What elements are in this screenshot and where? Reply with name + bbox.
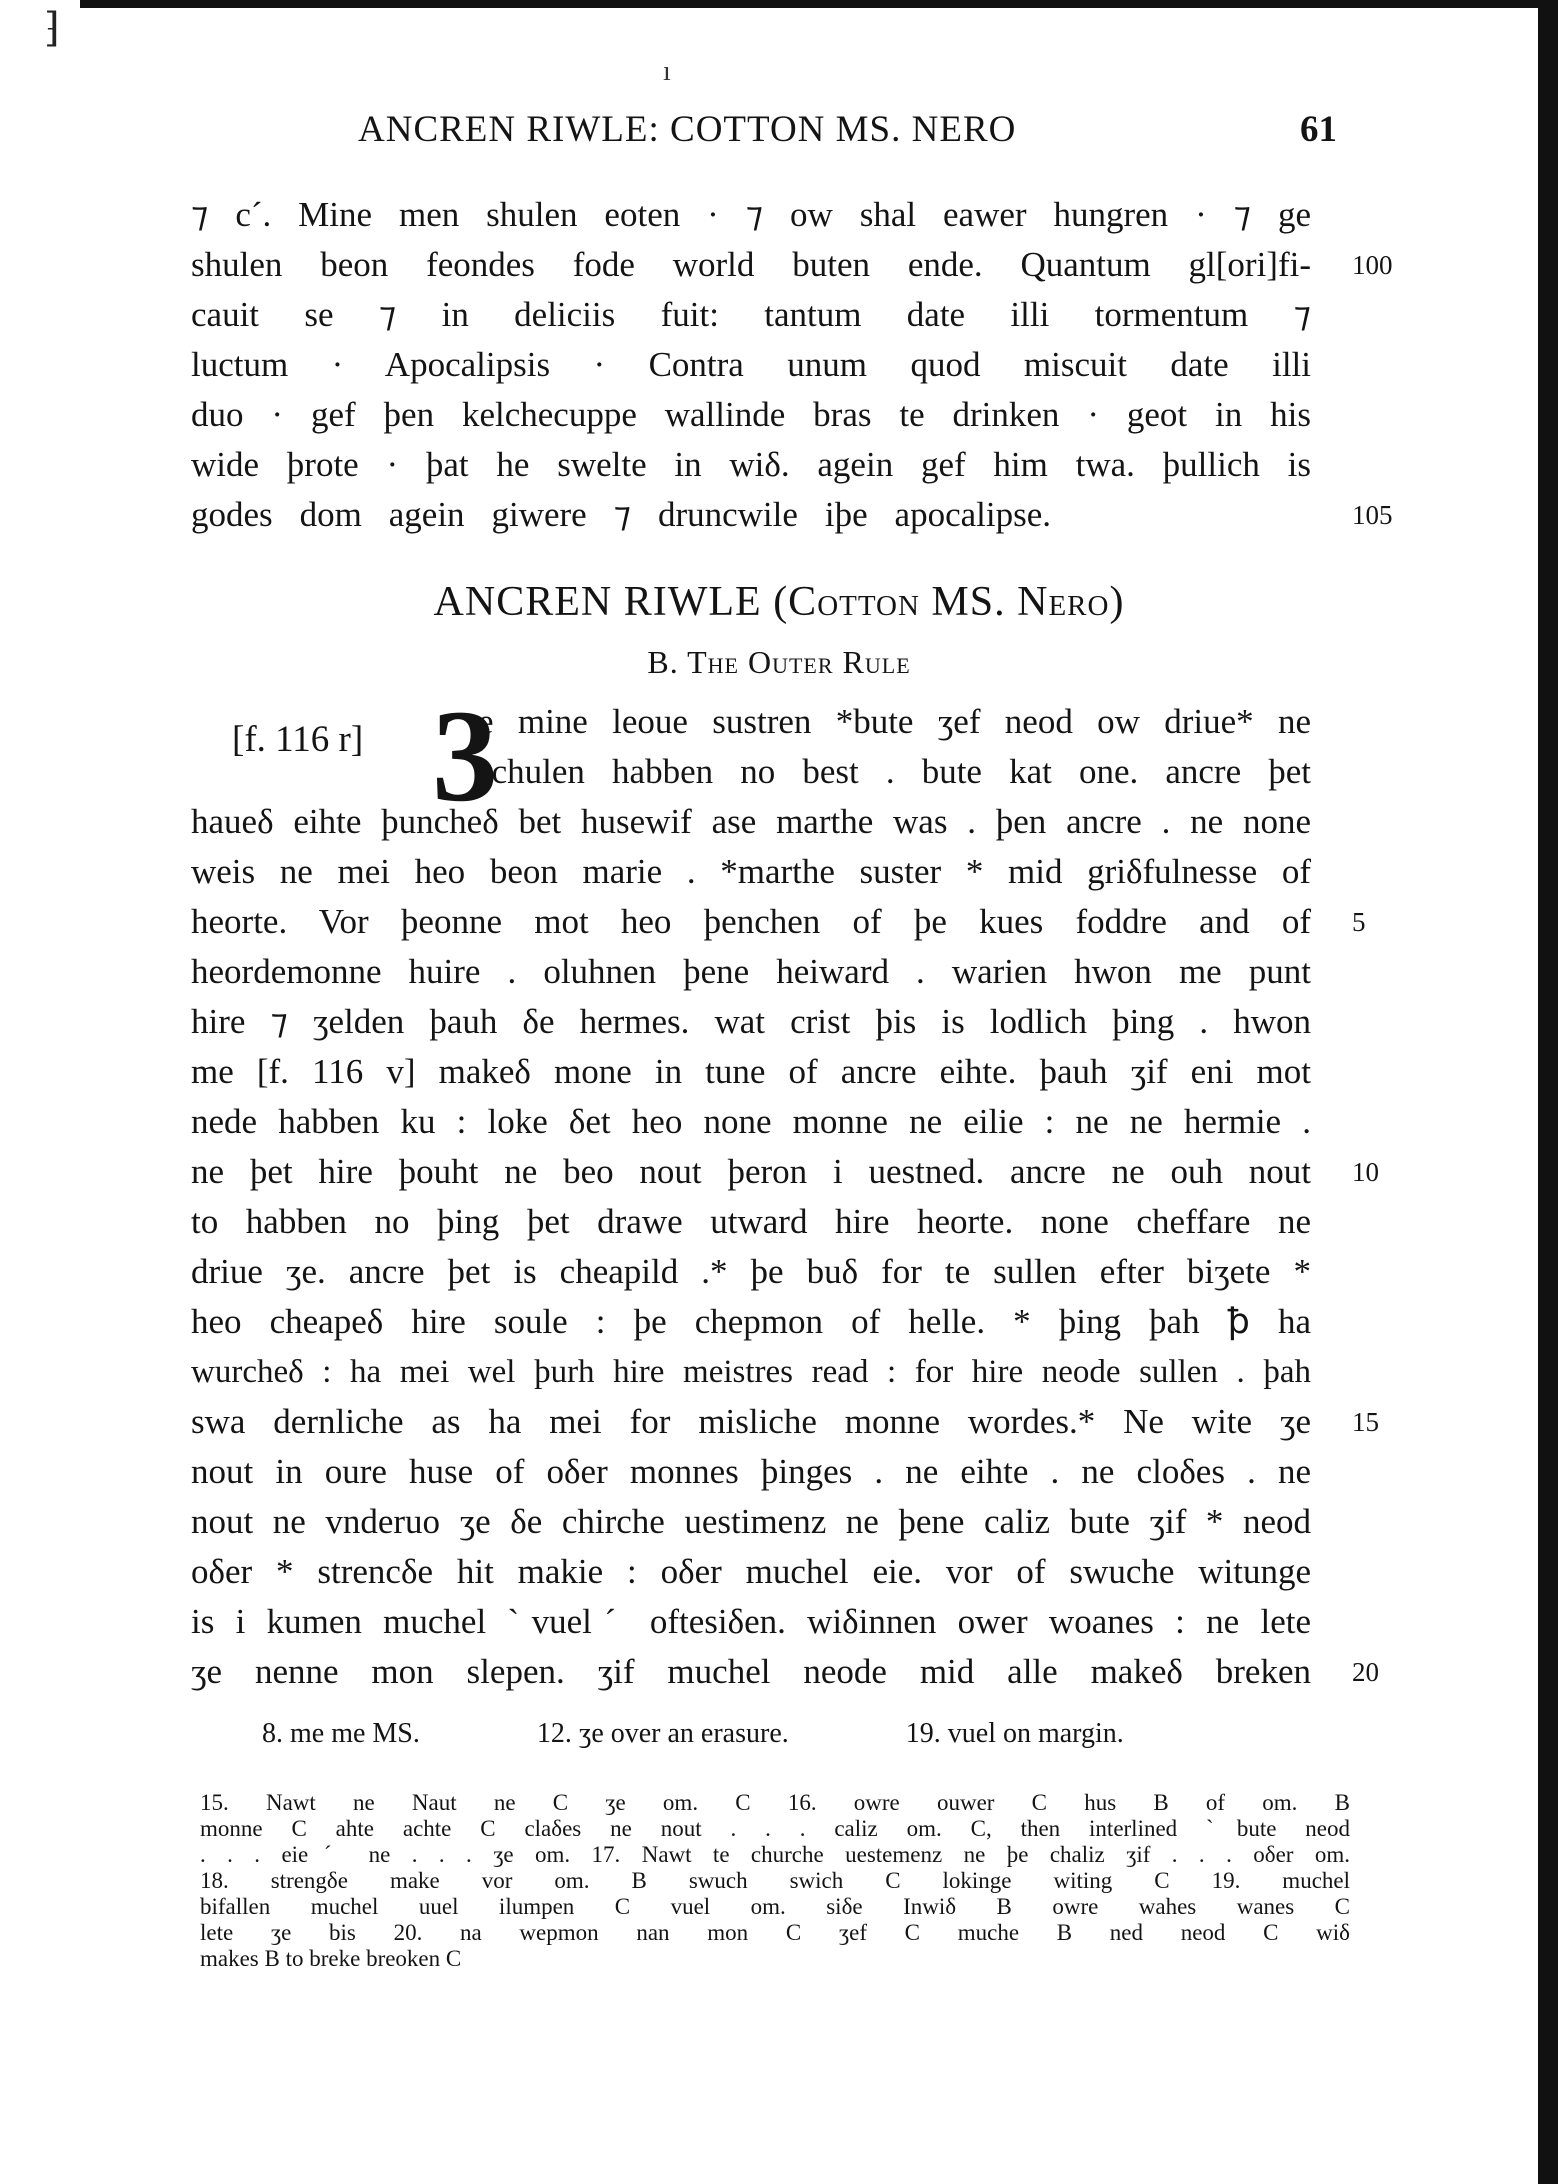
text-line-14: wurcheδ : ha mei wel þurh hire meistres read : for hire neode sullen . þah <box>191 1354 1311 1390</box>
text-line-8: me [f. 116 v] makeδ mone in tune of ancre eihte. þauh ʒif eni mot <box>191 1052 1311 1091</box>
line-number-10: 10 <box>1352 1157 1379 1187</box>
text-line-9: nede habben ku : loke δet heo none monne ne eilie : ne ne hermie . <box>191 1102 1311 1141</box>
prior-line-6: wide þrote · þat he swelte in wiδ. agein gef him twa. þullich is <box>191 445 1311 484</box>
line-number-5: 5 <box>1352 907 1366 937</box>
variant-line-5: bifallen muchel uuel ilumpen C vuel om. siδe Inwiδ B owre wahes wanes C <box>200 1894 1350 1919</box>
text-line-13: heo cheapeδ hire soule : þe chepmon of helle. * þing þah ꝥ ha <box>191 1302 1311 1341</box>
text-line-15: swa dernliche as ha mei for misliche monne wordes.* Ne wite ʒe <box>191 1402 1311 1441</box>
line-number-20: 20 <box>1352 1657 1379 1687</box>
text-line-20: ʒe nenne mon slepen. ʒif muchel neode mid alle makeδ breken <box>191 1652 1311 1691</box>
text-line-5: heorte. Vor þeonne mot heo þenchen of þe kues foddre and of <box>191 902 1311 941</box>
folio-reference: [f. 116 r] <box>232 719 364 760</box>
text-line-2: schulen habben no best . bute kat one. ancre þet <box>478 752 1311 791</box>
variant-line-3: . . . eieˊ ne . . . ʒe om. 17. Nawt te churche uestemenz ne þe chaliz ʒif . . . oδer om. <box>200 1842 1350 1867</box>
text-line-10: ne þet hire þouht ne beo nout þeron i uestned. ancre ne ouh nout <box>191 1152 1311 1191</box>
text-line-11: to habben no þing þet drawe utward hire heorte. none cheffare ne <box>191 1202 1311 1241</box>
drop-cap: 3 <box>432 682 498 829</box>
text-line-17: nout ne vnderuo ʒe δe chirche uestimenz ne þene caliz bute ʒif * neod <box>191 1502 1311 1541</box>
page-number: 61 <box>1300 109 1337 150</box>
text-line-18: oδer * strencδe hit makie : oδer muchel eie. vor of swuche witunge <box>191 1552 1311 1591</box>
variant-line-4: 18. strengδe make vor om. B swuch swich C lokinge witing C 19. muchel <box>200 1868 1350 1893</box>
section-title-main: ANCREN RIWLE <box>433 579 762 625</box>
footnote-2: 12. ʒe over an erasure. <box>536 1718 789 1749</box>
running-head <box>0 108 1558 158</box>
variant-line-7: makes B to breke breoken C <box>200 1946 462 1971</box>
prior-line-1: ⁊ c´. Mine men shulen eoten · ⁊ ow shal eawer hungren · ⁊ ge <box>191 195 1311 234</box>
footnote-3: 19. vuel on margin. <box>905 1718 1124 1749</box>
variant-line-2: monne C ahte achte C claδes ne nout . . . caliz om. C, then interlined ˋbute neod <box>200 1816 1350 1841</box>
prior-line-4: luctum · Apocalipsis · Contra unum quod miscuit date illi <box>191 345 1311 384</box>
section-title-paren: (Cotton MS. Nero) <box>773 579 1125 625</box>
text-line-12: driue ʒe. ancre þet is cheapild .* þe buδ for te sullen efter biʒete * <box>191 1252 1311 1291</box>
footnote-1: 8. me me MS. <box>262 1718 420 1749</box>
top-tick: ı <box>663 56 671 87</box>
section-subtitle: B. The Outer Rule <box>647 644 911 680</box>
text-line-16: nout in oure huse of oδer monnes þinges . ne eihte . ne cloδes . ne <box>191 1452 1311 1491</box>
text-line-19: is i kumen muchel ˋvuelˊ oftesiδen. wiδinnen ower woanes : ne lete <box>191 1602 1311 1641</box>
line-number-15: 15 <box>1352 1407 1379 1437</box>
line-number-100: 100 <box>1352 250 1393 280</box>
text-line-3: haueδ eihte þuncheδ bet husewif ase marthe was . þen ancre . ne none <box>191 802 1311 841</box>
scan-border-top <box>80 0 1558 8</box>
prior-line-5: duo · gef þen kelchecuppe wallinde bras te drinken · geot in his <box>191 395 1311 434</box>
text-line-4: weis ne mei heo beon marie . *marthe suster * mid griδfulnesse of <box>191 852 1311 891</box>
text-line-7: hire ⁊ ʒelden þauh δe hermes. wat crist þis is lodlich þing . hwon <box>191 1002 1311 1041</box>
prior-line-3: cauit se ⁊ in deliciis fuit: tantum date illi tormentum ⁊ <box>191 295 1311 334</box>
section-title <box>0 578 1558 626</box>
text-line-6: heordemonne huire . oluhnen þene heiward . warien hwon me punt <box>191 952 1311 991</box>
footnotes <box>262 1718 1234 1750</box>
variant-line-6: lete ʒe bis 20. na wepmon nan mon C ʒef C muche B ned neod C wiδ <box>200 1920 1350 1945</box>
prior-line-7: godes dom agein giwere ⁊ druncwile iþe apocalipse. <box>191 495 1051 534</box>
line-number-105: 105 <box>1352 500 1393 530</box>
scan-border-right <box>1538 0 1558 2184</box>
corner-mark: ⁆ <box>44 5 60 50</box>
variant-line-1: 15. Nawt ne Naut ne C ʒe om. C 16. owre ouwer C hus B of om. B <box>200 1790 1350 1815</box>
text-line-1: e mine leoue sustren *bute ʒef neod ow driue* ne <box>478 702 1311 741</box>
running-title: ANCREN RIWLE: COTTON MS. NERO <box>358 109 1017 150</box>
prior-line-2: shulen beon feondes fode world buten ende. Quantum gl[ori]fi- <box>191 245 1311 284</box>
